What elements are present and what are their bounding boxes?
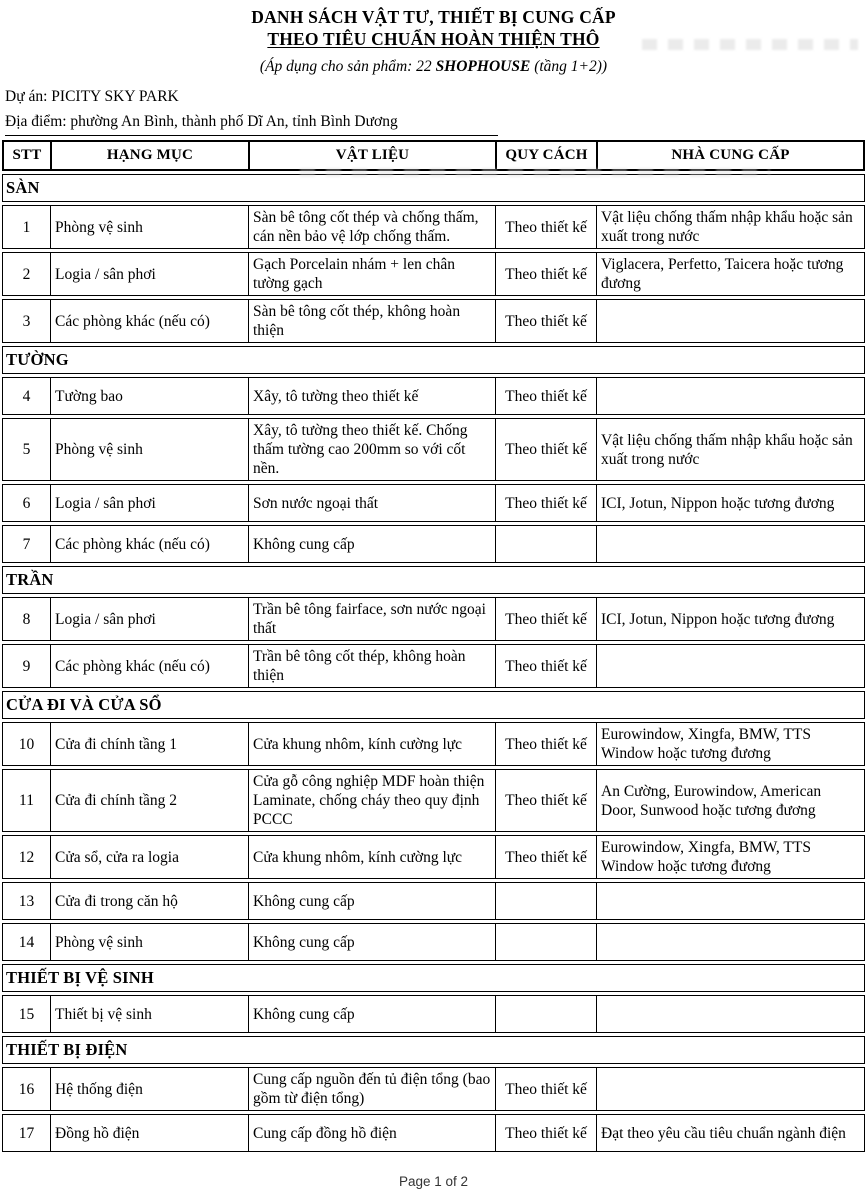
column-header-vat-lieu: VẬT LIỆU [250,142,497,169]
cell-quy-cach: Theo thiết kế [496,419,597,480]
cell-nha-cung-cap [597,526,864,562]
cell-stt: 4 [3,378,51,414]
cell-nha-cung-cap [597,924,864,960]
cell-hang-muc: Hệ thống điện [51,1068,249,1110]
section-header [2,174,865,202]
cell-nha-cung-cap: Eurowindow, Xingfa, BMW, TTS Window hoặc tương đương [601,726,811,762]
cell-stt: 3 [3,300,51,342]
cell-quy-cach: Theo thiết kế [496,598,597,640]
subtitle-product: SHOPHOUSE [435,58,531,75]
cell-vat-lieu: Xây, tô tường theo thiết kế [249,378,496,414]
cell-stt: 8 [3,598,51,640]
cell-hang-muc: Đồng hồ điện [51,1115,249,1151]
cell-quy-cach [496,996,597,1032]
cell-nha-cung-cap [597,378,864,414]
cell-stt: 15 [3,996,51,1032]
cell-nha-cung-cap: Vật liệu chống thấm nhập khẩu hoặc sản xuất trong nước [601,431,853,468]
cell-vat-lieu: Không cung cấp [249,924,496,960]
cell-nha-cung-cap: An Cường, Eurowindow, American Door, Sunwood hoặc tương đương [601,782,822,819]
cell-stt: 5 [3,419,51,480]
table-row [2,525,865,563]
section-header [2,964,865,992]
table-row [2,418,865,481]
cell-vat-lieu: Cửa gỗ công nghiệp MDF hoàn thiện Laminate, chống cháy theo quy định PCCC [249,770,496,831]
cell-hang-muc: Các phòng khác (nếu có) [51,300,249,342]
cell-nha-cung-cap: ICI, Jotun, Nippon hoặc tương đương [601,494,835,512]
table-row [2,252,865,296]
cell-nha-cung-cap [597,645,864,687]
section-label: TRẦN [6,570,54,589]
cell-hang-muc: Cửa đi trong căn hộ [51,883,249,919]
page-number: Page 1 of 2 [398,1174,469,1189]
cell-stt: 1 [3,206,51,248]
cell-vat-lieu: Không cung cấp [249,526,496,562]
table-row [2,597,865,641]
column-header-quy-cach: QUY CÁCH [497,142,598,169]
cell-nha-cung-cap: Eurowindow, Xingfa, BMW, TTS Window hoặc tương đương [601,839,811,875]
cell-nha-cung-cap [597,1068,864,1110]
cell-quy-cach [496,924,597,960]
cell-vat-lieu: Không cung cấp [249,996,496,1032]
cell-stt: 10 [3,723,51,765]
table-row [2,205,865,249]
cell-hang-muc: Thiết bị vệ sinh [51,996,249,1032]
cell-hang-muc: Logia / sân phơi [51,253,249,295]
cell-hang-muc: Tường bao [51,378,249,414]
title-line-1: DANH SÁCH VẬT TƯ, THIẾT BỊ CUNG CẤP [251,7,616,27]
subtitle [0,58,867,76]
table-row [2,769,865,832]
section-label: TƯỜNG [6,350,69,369]
cell-nha-cung-cap [597,883,864,919]
table-row [2,995,865,1033]
table-row [2,644,865,688]
cell-quy-cach: Theo thiết kế [496,485,597,521]
cell-quy-cach: Theo thiết kế [496,206,597,248]
cell-stt: 16 [3,1068,51,1110]
table-row [2,299,865,343]
cell-vat-lieu: Sơn nước ngoại thất [249,485,496,521]
cell-vat-lieu: Trần bê tông fairface, sơn nước ngoại thất [249,598,496,640]
table-row [2,484,865,522]
table-body [2,174,865,1152]
cell-stt: 12 [3,836,51,878]
cell-hang-muc: Các phòng khác (nếu có) [51,645,249,687]
cell-hang-muc: Các phòng khác (nếu có) [51,526,249,562]
cell-stt: 14 [3,924,51,960]
table-row [2,882,865,920]
column-header-nha-cung-cap: NHÀ CUNG CẤP [671,147,790,163]
section-header [2,346,865,374]
section-header [2,691,865,719]
cell-nha-cung-cap [597,996,864,1032]
cell-vat-lieu: Gạch Porcelain nhám + len chân tường gạch [249,253,496,295]
cell-hang-muc: Cửa đi chính tầng 2 [51,770,249,831]
cell-vat-lieu: Trần bê tông cốt thép, không hoàn thiện [249,645,496,687]
cell-quy-cach: Theo thiết kế [496,770,597,831]
cell-vat-lieu: Cửa khung nhôm, kính cường lực [249,723,496,765]
table-row [2,1067,865,1111]
cell-vat-lieu: Cửa khung nhôm, kính cường lực [249,836,496,878]
cell-quy-cach [496,883,597,919]
cell-quy-cach: Theo thiết kế [496,645,597,687]
cell-vat-lieu: Không cung cấp [249,883,496,919]
cell-stt: 11 [3,770,51,831]
location-line-wrap [0,113,867,136]
cell-stt: 7 [3,526,51,562]
project-line: Dự án: PICITY SKY PARK [5,88,179,105]
cell-vat-lieu: Xây, tô tường theo thiết kế. Chống thấm tường cao 200mm so với cốt nền. [249,419,496,480]
section-label: SÀN [6,178,40,197]
cell-hang-muc: Cửa đi chính tầng 1 [51,723,249,765]
cell-hang-muc: Logia / sân phơi [51,598,249,640]
cell-hang-muc: Phòng vệ sinh [51,206,249,248]
cell-hang-muc: Cửa sổ, cửa ra logia [51,836,249,878]
cell-stt: 6 [3,485,51,521]
title-line-2: THEO TIÊU CHUẨN HOÀN THIỆN THÔ [267,29,600,49]
cell-quy-cach [496,526,597,562]
cell-quy-cach: Theo thiết kế [496,300,597,342]
section-label: THIẾT BỊ ĐIỆN [6,1040,128,1059]
location-line: Địa điểm: phường An Bình, thành phố Dĩ An, tỉnh Bình Dương [5,113,498,136]
table-row [2,1114,865,1152]
section-label: CỬA ĐI VÀ CỬA SỔ [6,695,162,714]
section-header [2,566,865,594]
column-header-stt: STT [4,142,52,169]
table-row [2,835,865,879]
subtitle-suffix: (tầng 1+2)) [530,58,608,75]
cell-stt: 13 [3,883,51,919]
cell-vat-lieu: Sàn bê tông cốt thép, không hoàn thiện [249,300,496,342]
cell-nha-cung-cap: Đạt theo yêu cầu tiêu chuẩn ngành điện [601,1124,846,1142]
cell-nha-cung-cap: Viglacera, Perfetto, Taicera hoặc tương đương [601,256,844,292]
subtitle-prefix: (Áp dụng cho sản phẩm: 22 [259,58,436,75]
cell-quy-cach: Theo thiết kế [496,723,597,765]
cell-vat-lieu: Cung cấp đồng hồ điện [249,1115,496,1151]
cell-stt: 9 [3,645,51,687]
cell-stt: 17 [3,1115,51,1151]
cell-stt: 2 [3,253,51,295]
materials-table [2,140,865,1152]
section-header [2,1036,865,1064]
cell-hang-muc: Phòng vệ sinh [51,419,249,480]
column-header-hang-muc: HẠNG MỤC [52,142,250,169]
table-row [2,722,865,766]
cell-nha-cung-cap: Vật liệu chống thấm nhập khẩu hoặc sản xuất trong nước [601,209,853,245]
table-row [2,923,865,961]
cell-vat-lieu: Cung cấp nguồn đến tủ điện tổng (bao gồm từ điện tổng) [249,1068,496,1110]
cell-quy-cach: Theo thiết kế [496,1115,597,1151]
table-row [2,377,865,415]
page-title [0,6,867,50]
cell-quy-cach: Theo thiết kế [496,253,597,295]
section-label: THIẾT BỊ VỆ SINH [6,968,154,987]
cell-nha-cung-cap [597,300,864,342]
cell-quy-cach: Theo thiết kế [496,1068,597,1110]
table-header-row [2,140,865,171]
cell-hang-muc: Phòng vệ sinh [51,924,249,960]
cell-quy-cach: Theo thiết kế [496,378,597,414]
cell-vat-lieu: Sàn bê tông cốt thép và chống thấm, cán nền bảo vệ lớp chống thấm. [249,206,496,248]
cell-quy-cach: Theo thiết kế [496,836,597,878]
cell-hang-muc: Logia / sân phơi [51,485,249,521]
cell-nha-cung-cap: ICI, Jotun, Nippon hoặc tương đương [601,610,835,628]
